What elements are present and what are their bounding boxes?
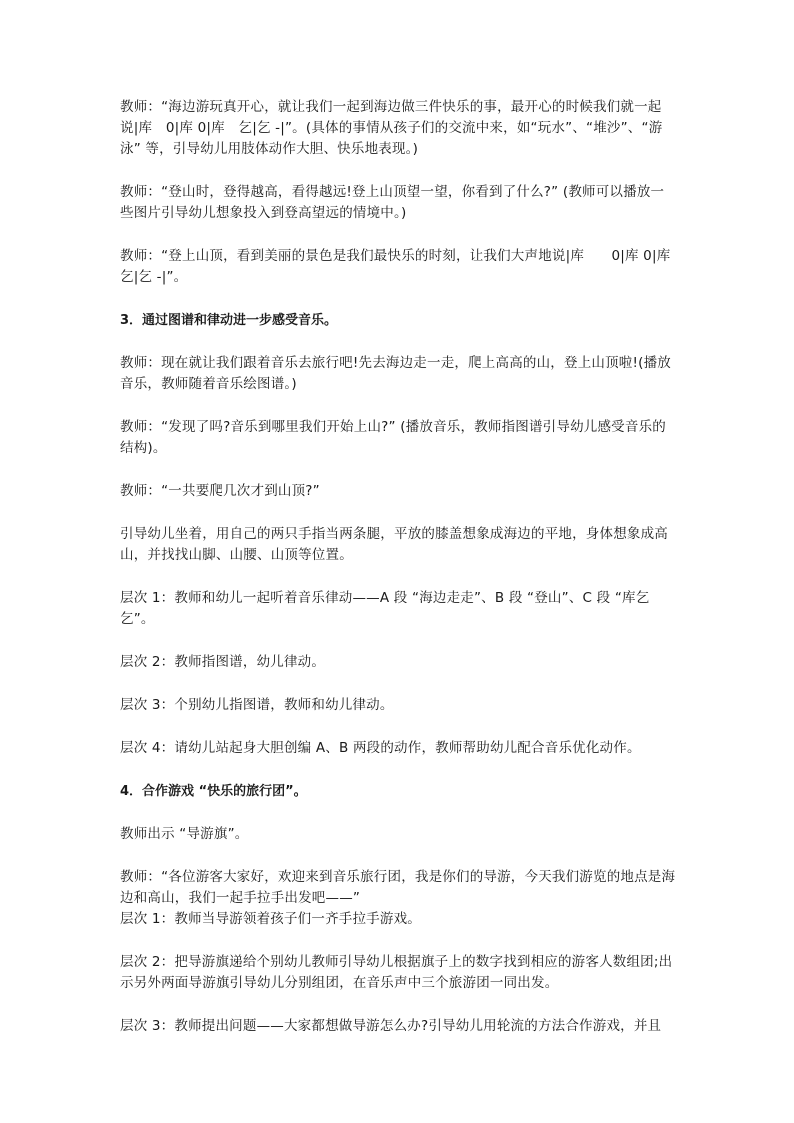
paragraph-level-2: 层次 2：教师指图谱，幼儿律动。: [120, 654, 326, 670]
paragraph-level-1: 层次 1：教师和幼儿一起听着音乐律动——A 段 “海边走走”、B 段 “登山”、C 段 “库乞乞”。: [120, 590, 650, 627]
paragraph-guide-flag: 教师出示 “导游旗”。: [120, 826, 249, 842]
paragraph-how-many: 教师：“一共要爬几次才到山顶?”: [120, 483, 320, 499]
paragraph-climbing: 教师：“登山时，登得越高，看得越远!登上山顶望一望，你看到了什么?” (教师可以播放一些图片引导幼儿想象投入到登高望远的情境中。): [120, 184, 665, 221]
paragraph-travel-music: 教师：现在就让我们跟着音乐去旅行吧!先去海边走一走，爬上高高的山，登上山顶啦!(播放音乐，教师随着音乐绘图谱。): [120, 355, 671, 392]
paragraph-level-3: 层次 3：个别幼儿指图谱，教师和幼儿律动。: [120, 697, 394, 713]
paragraph-discover: 教师：“发现了吗?音乐到哪里我们开始上山?” (播放音乐，教师指图谱引导幼儿感受音乐的结构)。: [120, 419, 666, 456]
paragraph-level-4: 层次 4：请幼儿站起身大胆创编 A、B 两段的动作，教师帮助幼儿配合音乐优化动作。: [120, 740, 641, 756]
section-heading-3: 3．通过图谱和律动进一步感受音乐。: [120, 313, 338, 328]
paragraph-welcome: 教师：“各位游客大家好，欢迎来到音乐旅行团，我是你们的导游，今天我们游览的地点是海边和高山，我们一起手拉手出发吧——”: [120, 869, 676, 906]
document-page: [120, 97, 676, 1059]
paragraph-game-level-2: 层次 2：把导游旗递给个别幼儿教师引导幼儿根据旗子上的数字找到相应的游客人数组团;出示另外两面导游旗引导幼儿分别组团，在音乐声中三个旅游团一同出发。: [120, 954, 673, 991]
paragraph-seaside-fun: 教师：“海边游玩真开心，就让我们一起到海边做三件快乐的事，最开心的时候我们就一起说|库 0|库 0|库 乞|乞 -|”。(具体的事情从孩子们的交流中来，如“玩水”、“堆沙”、“游泳” 等，引导幼儿用肢体动作大胆、快乐地表现。): [120, 99, 663, 157]
paragraph-game-level-1: 层次 1：教师当导游领着孩子们一齐手拉手游戏。: [120, 911, 421, 927]
paragraph-game-level-3: 层次 3：教师提出问题——大家都想做导游怎么办?引导幼儿用轮流的方法合作游戏，并且: [120, 1018, 662, 1034]
section-heading-4: 4．合作游戏 “快乐的旅行团”。: [120, 784, 307, 799]
paragraph-finger-legs: 引导幼儿坐着，用自己的两只手指当两条腿，平放的膝盖想象成海边的平地，身体想象成高山，并找找山脚、山腰、山顶等位置。: [120, 526, 668, 563]
paragraph-summit: 教师：“登上山顶，看到美丽的景色是我们最快乐的时刻，让我们大声地说|库 0|库 0|库 乞|乞 -|”。: [120, 248, 671, 285]
